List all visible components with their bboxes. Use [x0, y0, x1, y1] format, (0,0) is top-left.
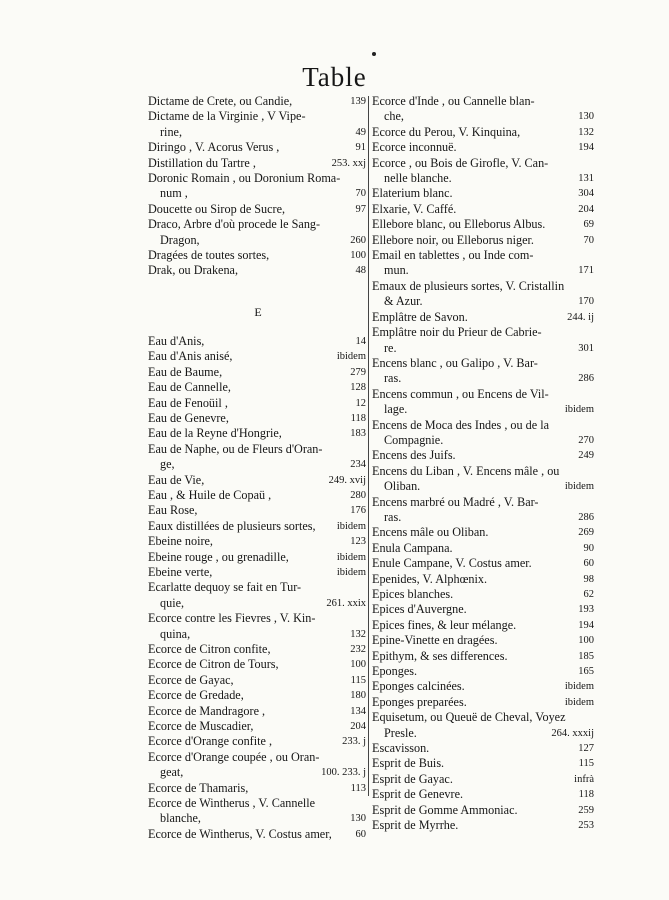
- page-reference: 113: [347, 781, 366, 796]
- page-reference: 118: [575, 787, 594, 802]
- entry-text: Eau , & Huile de Copaü ,: [148, 487, 272, 502]
- entry-text: Ecorce contre les Fievres , V. Kin-: [148, 611, 316, 626]
- entry-text: Ellebore noir, ou Elleborus niger.: [372, 232, 534, 247]
- page-reference: 171: [574, 263, 594, 278]
- page-reference: 234: [346, 457, 366, 472]
- entry-text: lage.: [384, 402, 408, 417]
- index-entry: [148, 365, 368, 380]
- page-reference: 130: [574, 109, 594, 124]
- index-entry: [148, 673, 368, 688]
- entry-text: geat,: [160, 765, 184, 780]
- index-entry: [148, 171, 368, 202]
- page-reference: 60: [580, 556, 595, 571]
- index-list-right: [372, 94, 596, 834]
- index-entry: [148, 380, 368, 395]
- page-reference: 127: [574, 741, 594, 756]
- page-reference: 194: [574, 618, 594, 633]
- entry-text: Eponges calcinées.: [372, 679, 465, 694]
- entry-text: Ecorce d'Inde , ou Cannelle blan-: [372, 94, 535, 108]
- index-entry: [148, 426, 368, 441]
- entry-text: & Azur.: [384, 294, 423, 309]
- page-reference: 139: [346, 94, 366, 109]
- entry-text: Diringo , V. Acorus Verus ,: [148, 140, 280, 155]
- entry-text: Epenides, V. Alphœnix.: [372, 571, 487, 586]
- page-reference: 132: [574, 125, 594, 140]
- page-reference: 249. xvij: [325, 473, 366, 488]
- page-reference: 233. j: [338, 734, 366, 749]
- page-reference: 90: [580, 541, 595, 556]
- page-reference: 100. 233. j: [317, 765, 366, 780]
- page-reference: 118: [347, 411, 366, 426]
- page-reference: 70: [580, 233, 595, 248]
- page-reference: ibidem: [333, 519, 366, 534]
- index-entry: [372, 94, 596, 125]
- entry-text: Ecorce , ou Bois de Girofle, V. Can-: [372, 155, 549, 170]
- page-reference: 48: [352, 263, 367, 278]
- page-reference: 123: [346, 534, 366, 549]
- page-reference: 62: [580, 587, 595, 602]
- index-entry: [148, 781, 368, 796]
- page-reference: 115: [575, 756, 594, 771]
- index-entry: [148, 411, 368, 426]
- index-entry: [372, 710, 596, 741]
- page-reference: 132: [346, 627, 366, 642]
- page-reference: 128: [346, 380, 366, 395]
- entry-text: Eau de la Reyne d'Hongrie,: [148, 426, 282, 441]
- page-reference: 100: [574, 633, 594, 648]
- page-reference: 261. xxix: [322, 596, 366, 611]
- index-entry: [148, 750, 368, 781]
- page-reference: ibidem: [333, 349, 366, 364]
- entry-text: Drak, ou Drakena,: [148, 263, 239, 278]
- index-list-d: [148, 94, 368, 279]
- page-reference: 253. xxj: [328, 156, 366, 171]
- entry-text: Oliban.: [384, 479, 421, 494]
- entry-text: re.: [384, 340, 397, 355]
- entry-text: Ecorce de Mandragore ,: [148, 703, 266, 718]
- entry-text: Ecorce de Citron confite,: [148, 642, 271, 656]
- index-entry: [372, 464, 596, 495]
- index-entry: [372, 741, 596, 756]
- entry-text: Presle.: [384, 725, 417, 740]
- entry-text: Dictame de la Virginie , V Vipe-: [148, 109, 306, 124]
- page-reference: 134: [346, 704, 366, 719]
- page-reference: 183: [346, 426, 366, 441]
- entry-text: Ecorce d'Orange coupée , ou Oran-: [148, 749, 320, 764]
- entry-text: Ecorce de Gayac,: [148, 672, 234, 687]
- index-entry: [372, 418, 596, 449]
- entry-text: Eponges.: [372, 664, 418, 679]
- entry-text: Ecorce de Gredade,: [148, 688, 244, 703]
- index-entry: [148, 263, 368, 278]
- entry-text: Elaterium blanc.: [372, 186, 453, 201]
- index-entry: [372, 140, 596, 155]
- index-entry: [148, 734, 368, 749]
- entry-text: Ebeine noire,: [148, 534, 213, 549]
- page-reference: 286: [574, 371, 594, 386]
- index-entry: [372, 125, 596, 140]
- index-entry: [148, 657, 368, 672]
- index-entry: [372, 803, 596, 818]
- page-reference: 115: [347, 673, 366, 688]
- entry-text: Esprit de Gayac.: [372, 771, 453, 786]
- index-entry: [372, 248, 596, 279]
- page-reference: infrà: [570, 772, 594, 787]
- index-entry: [372, 679, 596, 694]
- entry-text: Eau de Cannelle,: [148, 380, 231, 395]
- index-entry: [148, 580, 368, 611]
- entry-text: Ecorce du Perou, V. Kinquina,: [372, 124, 521, 139]
- entry-text: ras.: [384, 371, 402, 386]
- entry-text: Ecorce inconnuë.: [372, 140, 457, 155]
- page-reference: 70: [352, 186, 367, 201]
- page-reference: 180: [346, 688, 366, 703]
- index-entry: [148, 827, 368, 842]
- index-entry: [148, 217, 368, 248]
- page-reference: 279: [346, 365, 366, 380]
- index-column-right: [372, 94, 596, 834]
- index-entry: [372, 217, 596, 232]
- page-reference: 49: [352, 125, 367, 140]
- index-entry: [148, 704, 368, 719]
- index-entry: [148, 442, 368, 473]
- index-entry: [372, 279, 596, 310]
- page-reference: ibidem: [561, 679, 594, 694]
- page-reference: 264. xxxij: [547, 726, 594, 741]
- page-reference: 165: [574, 664, 594, 679]
- page-reference: 130: [346, 811, 366, 826]
- section-letter-e: E: [254, 304, 262, 319]
- page-reference: 100: [346, 657, 366, 672]
- page-reference: 100: [346, 248, 366, 263]
- index-entry: [372, 618, 596, 633]
- index-entry: [148, 109, 368, 140]
- entry-text: Esprit de Genevre.: [372, 787, 464, 802]
- entry-text: ras.: [384, 509, 402, 524]
- entry-text: Enule Campane, V. Costus amer.: [372, 556, 532, 571]
- entry-text: Encens blanc , ou Galipo , V. Bar-: [372, 355, 538, 370]
- entry-text: Dragon,: [160, 232, 200, 247]
- entry-text: Epine-Vinette en dragées.: [372, 633, 498, 648]
- index-entry: [372, 633, 596, 648]
- index-entry: [148, 611, 368, 642]
- entry-text: num ,: [160, 186, 188, 201]
- index-entry: [372, 695, 596, 710]
- entry-text: blanche,: [160, 811, 201, 826]
- entry-text: Ebeine rouge , ou grenadille,: [148, 549, 289, 564]
- index-entry: [148, 550, 368, 565]
- entry-text: Eau d'Anis,: [148, 333, 205, 348]
- entry-text: Escavisson.: [372, 741, 430, 756]
- index-entry: [372, 448, 596, 463]
- entry-text: Dictame de Crete, ou Candie,: [148, 94, 293, 108]
- entry-text: Equisetum, ou Queuë de Cheval, Voyez: [372, 710, 566, 725]
- entry-text: Emaux de plusieurs sortes, V. Cristallin: [372, 278, 565, 293]
- page-reference: ibidem: [561, 695, 594, 710]
- index-entry: [372, 587, 596, 602]
- entry-text: Encens des Juifs.: [372, 448, 456, 463]
- index-entry: [148, 334, 368, 349]
- page-reference: 260: [346, 233, 366, 248]
- index-entry: [372, 356, 596, 387]
- page-reference: 69: [580, 217, 595, 232]
- index-entry: [372, 525, 596, 540]
- index-entry: [148, 248, 368, 263]
- page-reference: 98: [580, 572, 595, 587]
- page-reference: 280: [346, 488, 366, 503]
- page-reference: 301: [574, 341, 594, 356]
- index-entry: [372, 787, 596, 802]
- index-entry: [372, 387, 596, 418]
- entry-text: Eaux distillées de plusieurs sortes,: [148, 518, 316, 533]
- page-reference: 253: [574, 818, 594, 833]
- entry-text: Ecarlatte dequoy se fait en Tur-: [148, 580, 302, 595]
- entry-text: rine,: [160, 124, 182, 139]
- index-entry: [148, 94, 368, 109]
- index-entry: [148, 140, 368, 155]
- entry-text: mun.: [384, 263, 409, 278]
- entry-text: Encens de Moca des Indes , ou de la: [372, 417, 549, 432]
- index-entry: [372, 818, 596, 833]
- entry-text: Dragées de toutes sortes,: [148, 248, 270, 263]
- entry-text: Distillation du Tartre ,: [148, 155, 256, 170]
- page-reference: 176: [346, 503, 366, 518]
- index-entry: [372, 186, 596, 201]
- entry-text: Ellebore blanc, ou Elleborus Albus.: [372, 217, 546, 232]
- entry-text: Ecorce de Wintherus , V. Cannelle: [148, 796, 316, 811]
- page-reference: 194: [574, 140, 594, 155]
- page-reference: 170: [574, 294, 594, 309]
- index-entry: [148, 156, 368, 171]
- entry-text: Draco, Arbre d'où procede le Sang-: [148, 217, 321, 232]
- entry-text: Epices d'Auvergne.: [372, 602, 467, 617]
- index-entry: [372, 572, 596, 587]
- index-entry: [372, 310, 596, 325]
- index-entry: [372, 202, 596, 217]
- entry-text: che,: [384, 109, 404, 124]
- page-reference: ibidem: [333, 565, 366, 580]
- index-entry: [372, 649, 596, 664]
- index-entry: [148, 202, 368, 217]
- column-divider: [368, 96, 369, 796]
- page-reference: 14: [352, 334, 367, 349]
- entry-text: Eau de Naphe, ou de Fleurs d'Oran-: [148, 441, 323, 456]
- entry-text: quina,: [160, 626, 191, 641]
- index-list-e: [148, 334, 368, 842]
- index-entry: [148, 719, 368, 734]
- entry-text: Enula Campana.: [372, 540, 453, 555]
- index-entry: [372, 772, 596, 787]
- index-entry: [372, 756, 596, 771]
- entry-text: Doronic Romain , ou Doronium Roma-: [148, 171, 341, 186]
- entry-text: Encens marbré ou Madré , V. Bar-: [372, 494, 539, 509]
- index-entry: [148, 565, 368, 580]
- entry-text: Doucette ou Sirop de Sucre,: [148, 201, 286, 216]
- page-reference: 204: [574, 202, 594, 217]
- index-entry: [148, 688, 368, 703]
- index-entry: [372, 325, 596, 356]
- index-entry: [148, 488, 368, 503]
- entry-text: Elxarie, V. Caffé.: [372, 201, 457, 216]
- page-reference: ibidem: [561, 479, 594, 494]
- entry-text: Encens commun , ou Encens de Vil-: [372, 386, 549, 401]
- page-reference: 60: [352, 827, 367, 842]
- index-entry: [372, 541, 596, 556]
- index-entry: [148, 473, 368, 488]
- page-reference: 286: [574, 510, 594, 525]
- page-reference: 270: [574, 433, 594, 448]
- page-reference: 91: [352, 140, 367, 155]
- entry-text: Eponges preparées.: [372, 694, 467, 709]
- entry-text: Compagnie.: [384, 432, 444, 447]
- entry-text: Ecorce de Wintherus, V. Costus amer,: [148, 826, 332, 841]
- index-entry: [372, 602, 596, 617]
- index-entry: [372, 495, 596, 526]
- page-reference: 131: [574, 171, 594, 186]
- page-reference: ibidem: [561, 402, 594, 417]
- page-reference: 204: [346, 719, 366, 734]
- entry-text: Eau d'Anis anisé,: [148, 349, 233, 364]
- entry-text: Ebeine verte,: [148, 564, 213, 579]
- page-reference: 259: [574, 803, 594, 818]
- entry-text: Epices blanches.: [372, 587, 454, 601]
- ink-speck: [372, 52, 376, 56]
- entry-text: Email en tablettes , ou Inde com-: [372, 248, 534, 263]
- entry-text: ge,: [160, 457, 175, 472]
- entry-text: Esprit de Buis.: [372, 756, 445, 771]
- entry-text: Ecorce d'Orange confite ,: [148, 734, 273, 749]
- entry-text: Eau de Vie,: [148, 472, 205, 487]
- index-entry: [372, 664, 596, 679]
- index-entry: [372, 156, 596, 187]
- entry-text: Eau Rose,: [148, 503, 198, 518]
- index-entry: [148, 796, 368, 827]
- page-reference: 244. ij: [563, 310, 594, 325]
- entry-text: Ecorce de Citron de Tours,: [148, 657, 279, 672]
- entry-text: Epithym, & ses differences.: [372, 648, 508, 663]
- entry-text: Ecorce de Muscadier,: [148, 719, 254, 734]
- entry-text: Esprit de Gomme Ammoniac.: [372, 802, 518, 817]
- page-reference: 232: [346, 642, 366, 657]
- entry-text: Epices fines, & leur mélange.: [372, 617, 517, 632]
- page-reference: 12: [352, 396, 367, 411]
- index-column-left: [148, 94, 368, 842]
- page-reference: 269: [574, 525, 594, 540]
- entry-text: Emplâtre de Savon.: [372, 309, 468, 324]
- page-reference: ibidem: [333, 550, 366, 565]
- index-entry: [372, 556, 596, 571]
- page-title: Table: [302, 62, 367, 92]
- entry-text: Esprit de Myrrhe.: [372, 818, 459, 833]
- index-entry: [148, 534, 368, 549]
- index-entry: [148, 349, 368, 364]
- index-entry: [148, 519, 368, 534]
- index-entry: [148, 503, 368, 518]
- index-entry: [372, 233, 596, 248]
- index-entry: [148, 396, 368, 411]
- page-reference: 304: [574, 186, 594, 201]
- index-entry: [148, 642, 368, 657]
- entry-text: Encens mâle ou Oliban.: [372, 525, 489, 540]
- page-reference: 193: [574, 602, 594, 617]
- entry-text: Eau de Fenoüil ,: [148, 395, 228, 410]
- page-reference: 249: [574, 448, 594, 463]
- entry-text: Emplâtre noir du Prieur de Cabrie-: [372, 325, 542, 340]
- page-reference: 185: [574, 649, 594, 664]
- entry-text: Eau de Baume,: [148, 364, 223, 379]
- entry-text: nelle blanche.: [384, 171, 452, 186]
- page-reference: 97: [352, 202, 367, 217]
- entry-text: Eau de Genevre,: [148, 410, 229, 425]
- entry-text: Encens du Liban , V. Encens mâle , ou: [372, 463, 560, 478]
- entry-text: quie,: [160, 595, 185, 610]
- entry-text: Ecorce de Thamaris,: [148, 780, 249, 795]
